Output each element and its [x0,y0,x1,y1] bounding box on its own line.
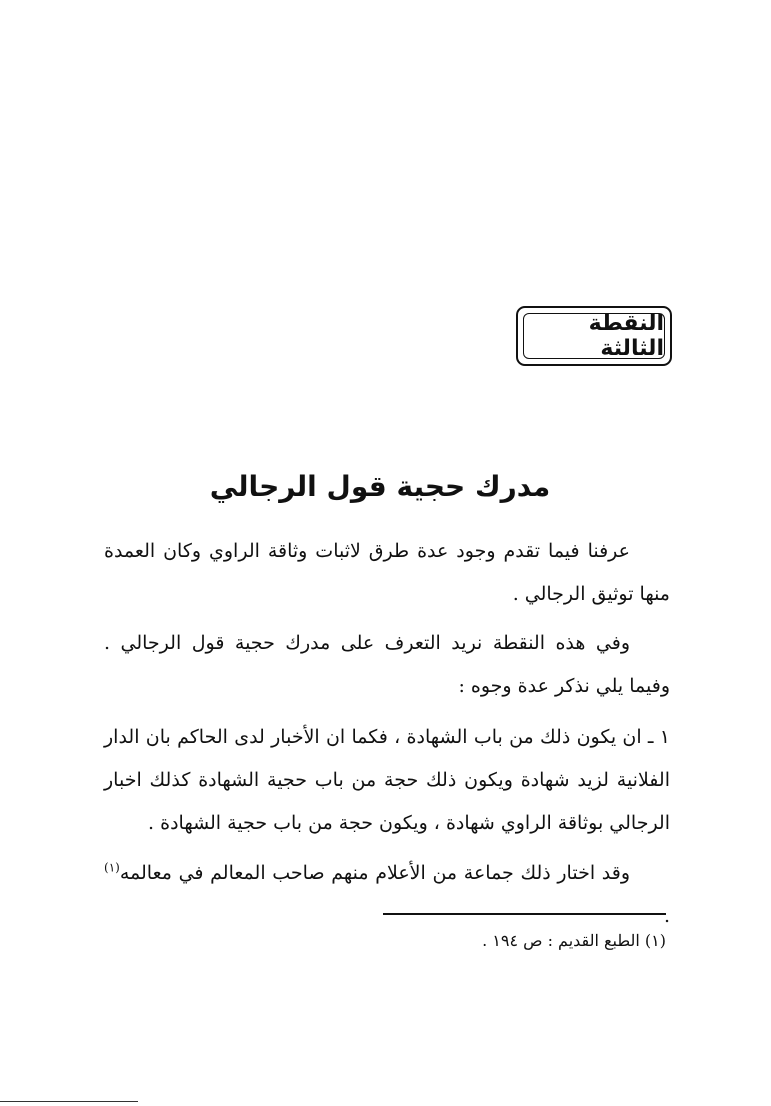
paragraph-intro: عرفنا فيما تقدم وجود عدة طرق لاثبات وثاقة الراوي وكان العمدة منها توثيق الرجالي . [104,540,670,605]
paragraph-point-one: ١ ـ ان يكون ذلك من باب الشهادة ، فكما ان الأخبار لدى الحاكم بان الدار الفلانية لزيد شهادة ويكون ذلك حجة من باب حجية الشهادة كذلك اخبار الرجالي بوثاقة الراوي شهادة ، ويكون حجة من باب حجية الشهادة . [104,726,670,834]
chapter-title: مدرك حجية قول الرجالي [209,470,551,503]
paragraph-scholars-text: وقد اختار ذلك جماعة من الأعلام منهم صاحب المعالم في معالمه [119,862,630,884]
footnote-reference-marker: (١) [104,860,120,875]
section-header-label: النقطة الثالثة [523,313,665,359]
section-header-box [516,306,672,366]
paragraph-scholars-end: . [663,905,670,927]
paragraph-purpose: وفي هذه النقطة نريد التعرف على مدرك حجية قول الرجالي . وفيما يلي نذكر عدة وجوه : [104,632,670,697]
footnote-text: (١) الطبع القديم : ص ١٩٤ . [482,931,666,950]
paragraph-scholars [104,852,670,938]
footnote-divider [383,913,666,915]
scan-edge-line [0,1101,138,1102]
